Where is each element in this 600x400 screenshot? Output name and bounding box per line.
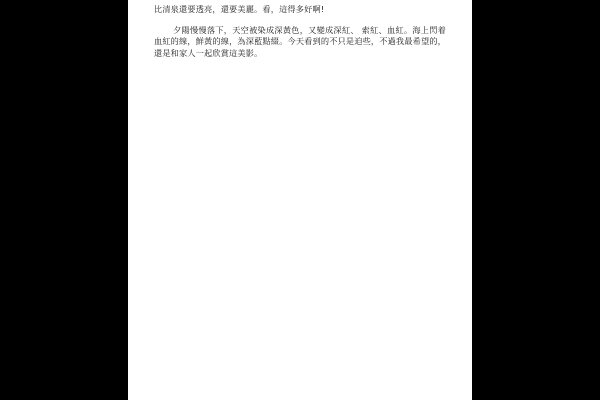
paragraph-1: 比清泉還要透亮，還要美麗。看，這得多好啊! [154,4,325,14]
paragraph-2-text: 夕陽慢慢落下，天空被染成深黃色，又變成深紅、 索紅、血紅。海上閃着血紅的線，鮮黃的線，為深藍點綴。今天看到的不只是迫些，不過我最希望的，還是和家人一起欣賞這美影。 [154,24,446,58]
paragraph-2 [154,25,446,60]
page-content [128,0,472,59]
document-page [128,0,472,400]
